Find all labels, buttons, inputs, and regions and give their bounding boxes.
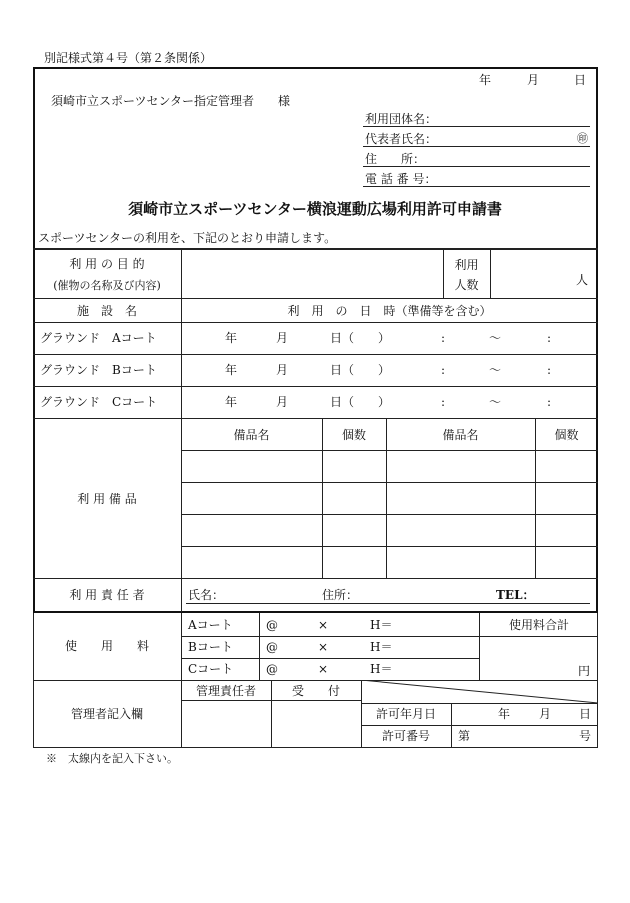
address-underline bbox=[363, 166, 590, 167]
fee-hours-a: H＝ bbox=[370, 618, 393, 632]
responsible-underline bbox=[186, 603, 590, 604]
fee-times-b: × bbox=[318, 640, 329, 654]
day-c: 日（ ） bbox=[330, 395, 391, 409]
colon-b1: : bbox=[441, 363, 446, 377]
form-title: 須崎市立スポーツセンター横浪運動広場利用許可申請書 bbox=[128, 200, 502, 218]
fee-court-c: Cコート bbox=[188, 662, 234, 676]
tilde-a: ～ bbox=[489, 331, 502, 345]
colon-c2: : bbox=[547, 395, 552, 409]
intro-text: スポーツセンターの利用を、下記のとおり申請します。 bbox=[38, 231, 337, 245]
fee-court-a: Aコート bbox=[188, 618, 233, 632]
admin-label: 管理者記入欄 bbox=[70, 707, 143, 721]
date-month: 月 bbox=[527, 73, 540, 87]
item-header-1: 備品名 bbox=[233, 428, 270, 442]
fee-at-b: @ bbox=[266, 640, 278, 654]
fee-yen: 円 bbox=[578, 664, 591, 678]
purpose-sublabel: (催物の名称及び内容) bbox=[53, 279, 161, 292]
rep-label: 代表者氏名： bbox=[365, 132, 438, 146]
colon-a1: : bbox=[441, 331, 446, 345]
count-unit: 人 bbox=[576, 273, 589, 287]
qty-header-2: 個数 bbox=[554, 428, 579, 442]
manager-label: 管理責任者 bbox=[195, 684, 256, 698]
address-label: 住 所： bbox=[365, 152, 426, 166]
responsible-tel: TEL： bbox=[496, 588, 535, 602]
facility-c: グラウンド Cコート bbox=[40, 395, 158, 409]
qty-header-1: 個数 bbox=[341, 428, 366, 442]
fee-total-label: 使用料合計 bbox=[508, 618, 569, 632]
equipment-label: 利 用 備 品 bbox=[77, 492, 137, 506]
facility-b: グラウンド Bコート bbox=[40, 363, 157, 377]
responsible-address: 住所： bbox=[322, 588, 359, 602]
date-year: 年 bbox=[479, 73, 492, 87]
permit-month: 月 bbox=[539, 707, 552, 721]
permit-year: 年 bbox=[498, 707, 511, 721]
permit-no-prefix: 第 bbox=[458, 729, 471, 743]
month-c: 月 bbox=[276, 395, 289, 409]
form-id: 別記様式第４号（第２条関係） bbox=[44, 51, 213, 65]
colon-a2: : bbox=[547, 331, 552, 345]
group-underline bbox=[363, 126, 590, 127]
seal-mark: ㊞ bbox=[577, 132, 588, 145]
responsible-name: 氏名： bbox=[188, 588, 225, 602]
fee-hours-b: H＝ bbox=[370, 640, 393, 654]
item-header-2: 備品名 bbox=[442, 428, 479, 442]
purpose-label: 利 用 の 目 的 bbox=[69, 257, 145, 271]
year-b: 年 bbox=[225, 363, 238, 377]
permit-day: 日 bbox=[579, 707, 592, 721]
month-b: 月 bbox=[276, 363, 289, 377]
tel-label: 電 話 番 号： bbox=[365, 172, 437, 186]
facility-header: 施 設 名 bbox=[76, 304, 137, 318]
addressee: 須崎市立スポーツセンター指定管理者 様 bbox=[51, 94, 291, 108]
datetime-header: 利 用 の 日 時（準備等を含む） bbox=[287, 304, 492, 318]
permit-no-label: 許可番号 bbox=[381, 729, 430, 743]
tel-underline bbox=[363, 186, 590, 187]
responsible-label: 利 用 責 任 者 bbox=[69, 588, 145, 602]
tilde-b: ～ bbox=[489, 363, 502, 377]
fee-at-c: @ bbox=[266, 662, 278, 676]
rep-underline bbox=[363, 146, 590, 147]
admin-diagonal-line bbox=[361, 680, 598, 703]
reception-label: 受 付 bbox=[291, 684, 340, 698]
month-a: 月 bbox=[276, 331, 289, 345]
group-label: 利用団体名： bbox=[365, 112, 438, 126]
count-label-1: 利用 bbox=[454, 258, 479, 272]
footnote: ※ 太線内を記入下さい。 bbox=[46, 752, 178, 765]
facility-a: グラウンド Aコート bbox=[40, 331, 157, 345]
day-b: 日（ ） bbox=[330, 363, 391, 377]
day-a: 日（ ） bbox=[330, 331, 391, 345]
year-c: 年 bbox=[225, 395, 238, 409]
fee-court-b: Bコート bbox=[188, 640, 233, 654]
fee-times-c: × bbox=[318, 662, 329, 676]
permit-date-label: 許可年月日 bbox=[375, 707, 436, 721]
year-a: 年 bbox=[225, 331, 238, 345]
date-day: 日 bbox=[574, 73, 587, 87]
fee-times-a: × bbox=[318, 618, 329, 632]
count-label-2: 人数 bbox=[454, 278, 479, 292]
tilde-c: ～ bbox=[489, 395, 502, 409]
colon-b2: : bbox=[547, 363, 552, 377]
permit-no-suffix: 号 bbox=[579, 729, 592, 743]
fee-label: 使 用 料 bbox=[64, 639, 149, 653]
colon-c1: : bbox=[441, 395, 446, 409]
fee-at-a: @ bbox=[266, 618, 278, 632]
fee-hours-c: H＝ bbox=[370, 662, 393, 676]
